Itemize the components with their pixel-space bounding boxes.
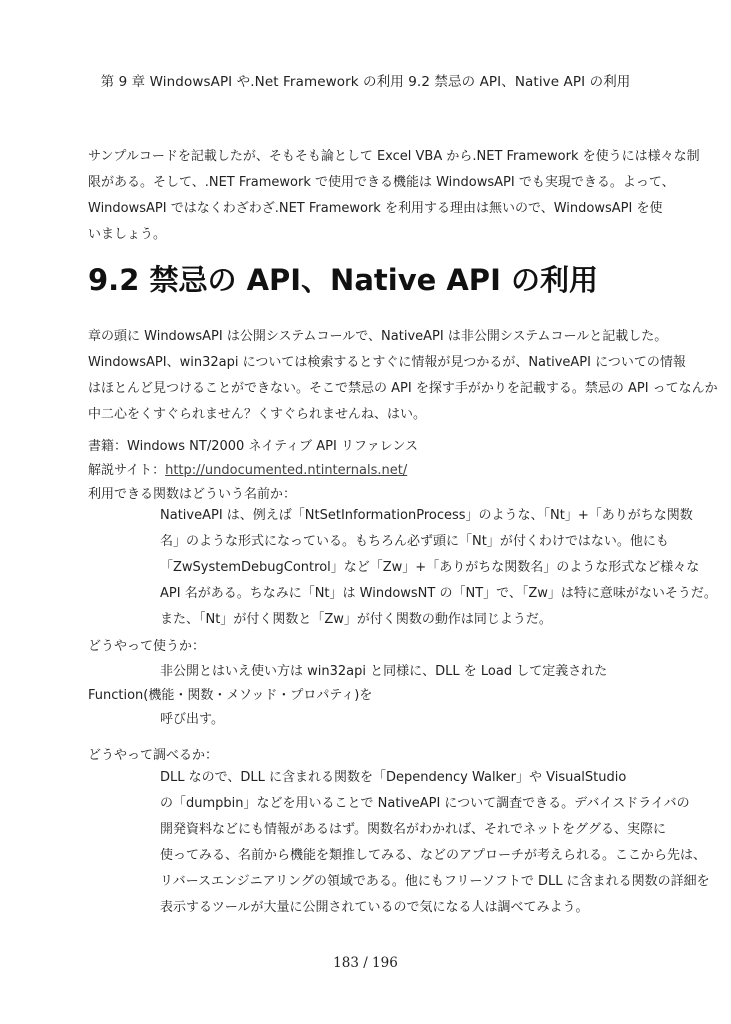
text-line: 章の頭に WindowsAPI は公開システムコールで、NativeAPI は非公開システムコールと記載した。: [88, 329, 668, 344]
book-reference: [88, 434, 418, 460]
book-title: Windows NT/2000 ネイティブ API リファレンス: [127, 439, 418, 454]
text-line: リバースエンジニアリングの領域である。他にもフリーソフトで DLL に含まれる関数の詳細を: [160, 874, 710, 889]
book-label: 書籍：: [88, 439, 128, 454]
page-number: 183 / 196: [333, 955, 398, 971]
text-line: NativeAPI は、例えば「NtSetInformationProcess」のような、「Nt」+「ありがちな関数: [160, 508, 693, 523]
section-heading: 9.2 禁忌の API、Native API の利用: [88, 263, 598, 297]
text-line: 使ってみる、名前から機能を類推してみる、などのアプローチが考えられる。ここから先は、: [160, 848, 707, 863]
text-line: 中二心をくすぐられません？くすぐられませんね、はい。: [88, 407, 427, 422]
text-line: 限がある。そして、.NET Framework で使用できる機能は WindowsAPI でも実現できる。よって、: [88, 175, 675, 190]
text-line: WindowsAPI、win32api については検索するとすぐに情報が見つかるが、NativeAPI についての情報: [88, 355, 686, 370]
text-line: 開発資料などにも情報があるはず。関数名がわかれば、それでネットをググる、実際に: [160, 822, 666, 837]
text-line: 名」のような形式になっている。もちろん必ず頭に「Nt」が付くわけではない。他にも: [160, 534, 669, 549]
text-line: WindowsAPI ではなくわざわざ.NET Framework を利用する理由は無いので、WindowsAPI を使: [88, 201, 663, 216]
section-paragraph: [88, 324, 718, 428]
text-line: いましょう。: [88, 227, 167, 242]
text-line: サンプルコードを記載したが、そもそも論として Excel VBA から.NET Framework を使うには様々な制: [88, 149, 700, 164]
investigate-label: どうやって調べるか：: [88, 748, 219, 763]
text-line: 「ZwSystemDebugControl」など「Zw」+「ありがちな関数名」のような形式など様々な: [160, 560, 700, 575]
names-block: [160, 503, 720, 633]
site-label: 解説サイト：: [88, 463, 166, 478]
names-label: 利用できる関数はどういう名前か：: [88, 487, 297, 502]
text-line: はほとんど見つけることができない。そこで禁忌の API を探す手がかりを記載する。禁忌の API ってなんか: [88, 381, 718, 396]
text-line: また、「Nt」が付く関数と「Zw」が付く関数の動作は同じようだ。: [160, 612, 552, 627]
text-line: DLL なので、DLL に含まれる関数を「Dependency Walker」や VisualStudio: [160, 770, 627, 785]
site-link[interactable]: http://undocumented.ntinternals.net/: [165, 463, 408, 478]
text-line: 表示するツールが大量に公開されているので気になる人は調べてみよう。: [160, 900, 589, 915]
usage-line-3: 呼び出す。: [160, 712, 224, 727]
intro-paragraph: [88, 144, 700, 248]
usage-line-2: Function(機能・関数・メソッド・プロパティ)を: [88, 688, 373, 703]
running-header: 第 9 章 WindowsAPI や.Net Framework の利用 9.2 禁忌の API、Native API の利用: [100, 74, 631, 90]
text-line: API 名がある。ちなみに「Nt」は WindowsNT の「NT」で、「Zw」は特に意味がないそうだ。: [160, 586, 717, 601]
usage-line-1: 非公開とはいえ使い方は win32api と同様に、DLL を Load して定義された: [160, 664, 608, 679]
site-reference: [88, 458, 407, 484]
investigate-block: [160, 765, 720, 921]
text-line: の「dumpbin」などを用いることで NativeAPI について調査できる。デバイスドライバの: [160, 796, 690, 811]
usage-label: どうやって使うか：: [88, 639, 206, 654]
